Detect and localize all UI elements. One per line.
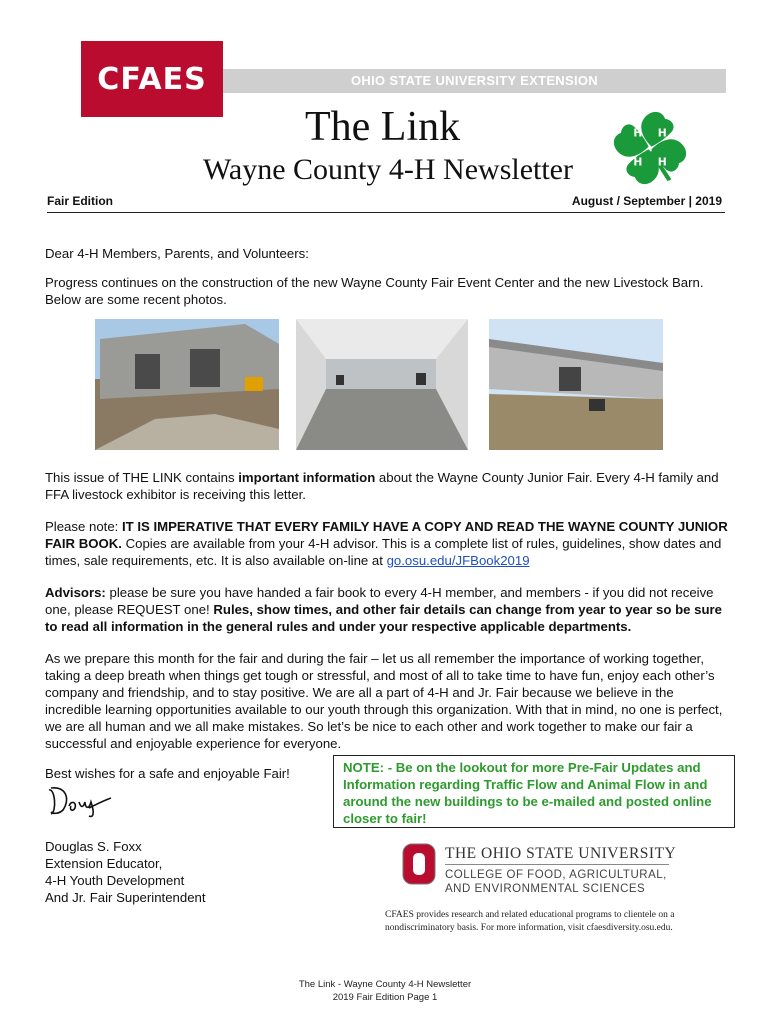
pre-fair-note-box: NOTE: - Be on the lookout for more Pre-Fair Updates and Information regarding Traffic Flow and Animal Flow in and around the new buildings to be e-mailed and posted online closer to fair!: [333, 755, 735, 828]
note-text: Copies are available from your 4-H advisor. This is a complete list of rules, guidelines, show dates and times, sale requirements, etc. It is also available on-line at: [45, 536, 722, 568]
note-paragraph: [45, 518, 733, 569]
edition-date: August / September | 2019: [571, 194, 722, 208]
footer-line-1: The Link - Wayne County 4-H Newsletter: [298, 979, 472, 990]
svg-text:H: H: [657, 126, 667, 140]
signoff-block: [45, 838, 305, 906]
edition-row: [47, 194, 725, 213]
note-bold: IT IS IMPERATIVE THAT EVERY FAMILY HAVE A COPY AND READ THE WAYNE COUNTY JUNIOR FAIR BOOK.: [45, 519, 728, 551]
issue-text-post: about the Wayne County Junior Fair. Every 4-H family and FFA livestock exhibitor is receiving this letter.: [45, 470, 719, 502]
advisors-paragraph: [45, 584, 733, 635]
advisors-bold: Rules, show times, and other fair details can change from year to year so be sure to read all information in the general rules and under your respective applicable departments.: [45, 602, 722, 634]
issue-paragraph: [45, 469, 733, 503]
signoff-title-2: 4-H Youth Development: [45, 873, 185, 888]
disclaimer: CFAES provides research and related educational programs to clientele on a nondiscriminatory basis. For more information, visit cfaesdiversity.osu.edu.: [385, 910, 675, 933]
block-o-icon: [402, 843, 436, 885]
note-label: Please note:: [45, 519, 122, 534]
osu-college-line-1: COLLEGE OF FOOD, AGRICULTURAL,: [445, 869, 667, 881]
svg-text:H: H: [633, 155, 643, 169]
edition-label: Fair Edition: [47, 194, 113, 208]
extension-bar: OHIO STATE UNIVERSITY EXTENSION: [223, 69, 726, 93]
osu-college: [445, 868, 667, 896]
issue-text-bold: important information: [238, 470, 376, 485]
greeting: Dear 4-H Members, Parents, and Volunteers:: [45, 246, 309, 261]
osu-divider: [445, 864, 669, 865]
newsletter-title: The Link: [305, 104, 461, 150]
page-footer: [235, 978, 535, 1004]
fair-book-link[interactable]: go.osu.edu/JFBook2019: [386, 553, 530, 568]
cfaes-logo: CFAES: [81, 41, 223, 117]
advisors-label: Advisors:: [45, 585, 106, 600]
event-center-photo: [95, 319, 279, 450]
signoff-title-1: Extension Educator,: [45, 856, 163, 871]
interior-photo: [296, 319, 468, 450]
signature-image: [45, 784, 115, 818]
newsletter-subtitle: Wayne County 4-H Newsletter: [203, 153, 573, 186]
signoff-title-3: And Jr. Fair Superintendent: [45, 890, 206, 905]
4-h-clover-icon: [611, 109, 689, 187]
footer-line-2: 2019 Fair Edition Page 1: [332, 992, 438, 1003]
svg-text:H: H: [633, 126, 643, 140]
svg-text:H: H: [657, 155, 667, 169]
closing-paragraph: As we prepare this month for the fair and during the fair – let us all remember the importance of working together, taking a deep breath when things get tough or stressful, and most of all to take time to have fun, enjoy each other’s company and friendship, and to stay positive. We are all a part of 4-H and Jr. Fair because we believe in the incredible learning opportunities available to our youth through this organization. With that in mind, no one is perfect, we are all human and we all make mistakes. So let’s be nice to each other and work together to make our fair a successful and enjoyable experience for everyone.: [45, 651, 723, 751]
livestock-barn-photo: [489, 319, 663, 450]
best-wishes: Best wishes for a safe and enjoyable Fair!: [45, 766, 290, 781]
osu-college-line-2: AND ENVIRONMENTAL SCIENCES: [445, 883, 646, 895]
issue-text-pre: This issue of THE LINK contains: [45, 470, 239, 485]
advisors-text: please be sure you have handed a fair book to every 4-H member, and members - if you did not receive one, please REQUEST one!: [45, 585, 714, 617]
intro-paragraph: Progress continues on the construction of the new Wayne County Fair Event Center and the new Livestock Barn. Below are some recent photos.: [45, 275, 704, 307]
osu-name: THE OHIO STATE UNIVERSITY: [445, 845, 677, 862]
signoff-name: Douglas S. Foxx: [45, 839, 142, 854]
